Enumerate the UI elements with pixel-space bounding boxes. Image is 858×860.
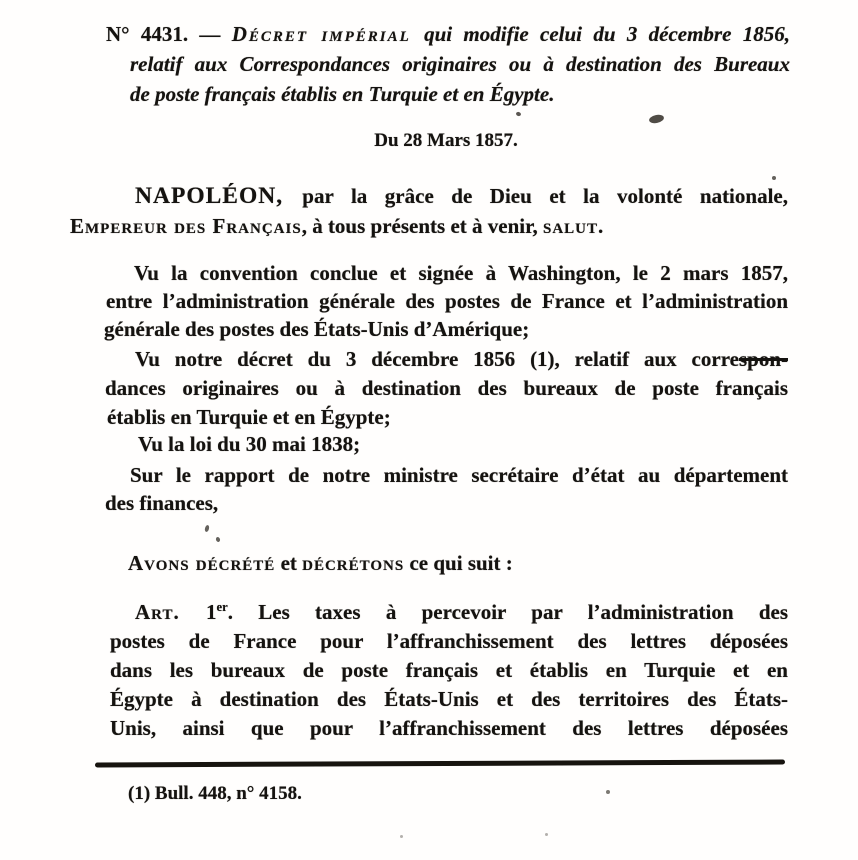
footnote bbox=[104, 781, 788, 807]
decree-heading-line bbox=[88, 79, 790, 109]
recital-convention-segment: Vu la convention conclue et signée à Washington, le 2 mars 1857, bbox=[134, 261, 788, 285]
recital-decret-segment: spon- bbox=[738, 347, 788, 371]
decree-heading-segment: de poste français établis en Turquie et en Égypte. bbox=[130, 82, 555, 106]
footnote-segment: (1) Bull. 448, n° 4158. bbox=[128, 783, 302, 804]
decree-heading-segment: relatif aux Correspondances originaires ou à destination des Bureaux bbox=[130, 52, 790, 76]
recital-decret-line bbox=[104, 403, 788, 432]
article-1-line bbox=[104, 685, 788, 714]
enacting-formula-segment: Avons décrété bbox=[128, 551, 276, 575]
decree-heading-line bbox=[88, 49, 790, 79]
enacting-formula-segment: décrétons bbox=[302, 551, 405, 575]
salutation-segment: par la grâce de Dieu et la volonté nationale, bbox=[302, 184, 788, 208]
ink-speck bbox=[545, 833, 548, 836]
salutation-segment: salut. bbox=[542, 214, 605, 238]
enacting-formula bbox=[104, 549, 788, 577]
recital-rapport-line bbox=[104, 461, 788, 489]
ink-speck bbox=[648, 114, 664, 125]
recital-decret-segment: Vu notre décret du 3 décembre 1856 (1), relatif aux corre bbox=[135, 347, 739, 371]
salutation bbox=[70, 181, 788, 241]
salutation-segment: Empereur des Français bbox=[70, 214, 302, 238]
recital-convention-line bbox=[104, 287, 788, 315]
recital-decret bbox=[104, 345, 788, 432]
recital-convention-segment: entre l’administration générale des postes de France et l’administration bbox=[106, 289, 788, 313]
recital-rapport-line bbox=[104, 489, 788, 517]
ink-speck bbox=[515, 111, 521, 116]
ink-speck bbox=[772, 176, 776, 180]
enacting-formula-segment: et bbox=[275, 551, 303, 575]
date-line-segment: Du 28 Mars 1857. bbox=[374, 130, 518, 151]
recital-rapport bbox=[104, 461, 788, 517]
footnote-rule bbox=[95, 759, 785, 767]
recital-decret-line bbox=[104, 374, 788, 403]
article-1-segment: er bbox=[216, 600, 228, 614]
article-1-segment: Unis, ainsi que pour l’affranchissement des lettres déposées bbox=[110, 716, 788, 740]
decree-heading bbox=[88, 19, 790, 109]
article-1-segment: 1 bbox=[206, 600, 217, 624]
recital-decret-segment: établis en Turquie et en Égypte; bbox=[107, 405, 391, 429]
decree-heading-line bbox=[88, 19, 790, 49]
recital-convention-segment: générale des postes des États-Unis d’Amérique; bbox=[104, 317, 530, 341]
ink-speck bbox=[204, 525, 210, 533]
salutation-segment: , à tous présents et à venir, bbox=[301, 214, 543, 238]
decree-heading-segment: Décret impérial bbox=[231, 22, 425, 46]
article-1-segment: Art. bbox=[135, 600, 207, 624]
recital-convention bbox=[104, 259, 788, 343]
salutation-line bbox=[70, 181, 788, 211]
recital-convention-line bbox=[104, 315, 788, 343]
recital-convention-line bbox=[104, 259, 788, 287]
decree-heading-segment: qui modifie celui du 3 décembre 1856, bbox=[424, 22, 790, 46]
article-1-segment: Égypte à destination des États-Unis et des territoires des États- bbox=[110, 687, 788, 711]
recital-rapport-segment: Sur le rapport de notre ministre secrétaire d’état au département bbox=[130, 463, 788, 487]
enacting-formula-segment: ce qui suit : bbox=[404, 551, 513, 575]
article-1-segment: . Les taxes à percevoir par l’administration des bbox=[227, 600, 788, 624]
footnote-line bbox=[104, 781, 788, 807]
ink-speck bbox=[606, 790, 610, 794]
article-1-segment: postes de France pour l’affranchissement des lettres déposées bbox=[110, 629, 788, 653]
decree-heading-segment: N° 4431. — bbox=[106, 22, 232, 46]
salutation-line bbox=[70, 211, 788, 241]
recital-rapport-segment: des finances, bbox=[105, 491, 219, 515]
article-1-line bbox=[104, 627, 788, 656]
recital-loi-segment: Vu la loi du 30 mai 1838; bbox=[138, 432, 361, 456]
article-1-line bbox=[104, 656, 788, 685]
recital-loi-line bbox=[104, 430, 788, 458]
article-1-segment: dans les bureaux de poste français et établis en Turquie et en bbox=[110, 658, 788, 682]
date-line bbox=[104, 128, 788, 154]
recital-decret-segment: dances originaires ou à destination des bureaux de poste français bbox=[105, 376, 788, 400]
recital-decret-line bbox=[104, 345, 788, 374]
article-1-line bbox=[104, 598, 788, 627]
article-1-line bbox=[104, 714, 788, 743]
recital-loi bbox=[104, 430, 788, 458]
salutation-segment: NAPOLÉON, bbox=[135, 183, 303, 209]
date-line-line bbox=[104, 128, 788, 154]
article-1 bbox=[104, 598, 788, 743]
ink-speck bbox=[215, 536, 220, 542]
enacting-formula-line bbox=[104, 549, 788, 577]
ink-speck bbox=[400, 835, 403, 838]
